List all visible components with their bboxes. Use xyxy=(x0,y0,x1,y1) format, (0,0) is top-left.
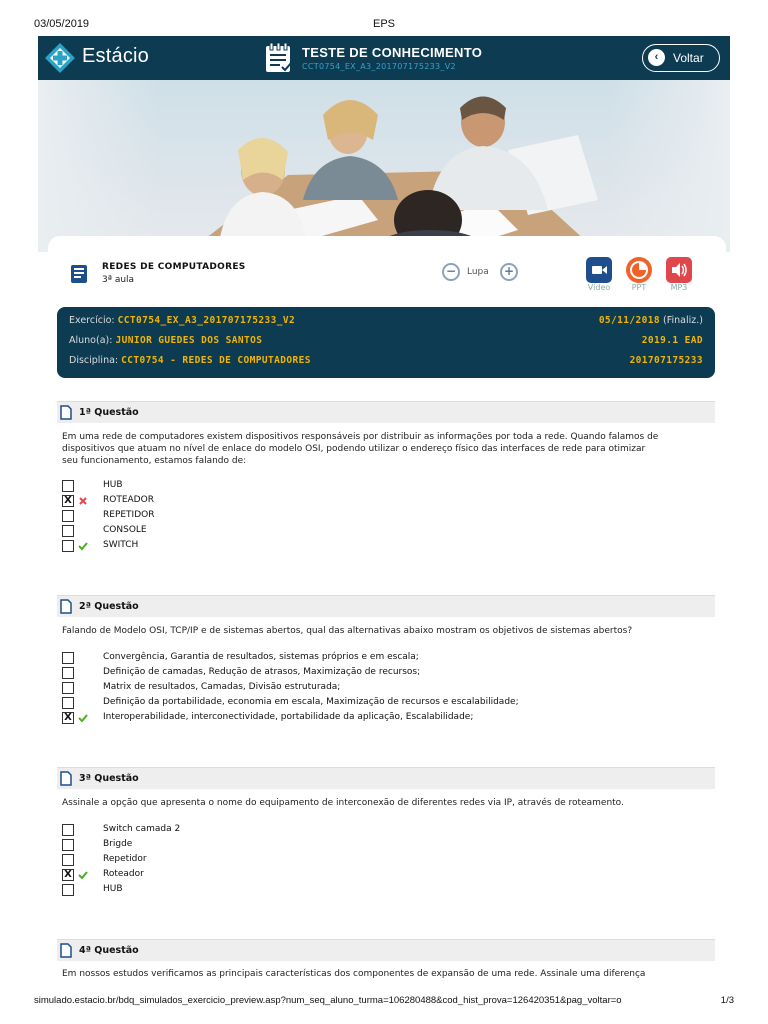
zoom-out-icon[interactable]: − xyxy=(442,263,460,281)
video-icon xyxy=(586,257,612,283)
chevron-left-icon: ‹ xyxy=(648,49,665,66)
back-button-label: Voltar xyxy=(673,51,704,65)
answer-checkbox[interactable] xyxy=(62,697,74,709)
answer-text: Brigde xyxy=(103,839,133,849)
answer-text: Definição de camadas, Redução de atrasos, Maximização de recursos; xyxy=(103,667,421,677)
page-icon xyxy=(60,405,72,420)
answer-option[interactable] xyxy=(62,480,712,494)
zoom-in-icon[interactable]: + xyxy=(500,263,518,281)
answer-text: HUB xyxy=(103,884,123,894)
logo-text: Estácio xyxy=(82,45,149,67)
answer-checkbox[interactable] xyxy=(62,652,74,664)
page-title: TESTE DE CONHECIMENTO xyxy=(302,45,483,60)
zoom-label: Lupa xyxy=(467,267,489,277)
question-text-line: seu funcionamento, estamos falando de: xyxy=(62,456,247,466)
exercise-date-note: (Finaliz.) xyxy=(663,315,703,326)
answer-checkbox[interactable] xyxy=(62,480,74,492)
course-lesson: 3ª aula xyxy=(102,275,135,285)
answer-option[interactable] xyxy=(62,652,712,666)
page-icon xyxy=(60,943,72,958)
answer-option[interactable] xyxy=(62,540,712,554)
audio-icon xyxy=(666,257,692,283)
discipline-label: Disciplina: xyxy=(69,355,119,366)
banner-photo xyxy=(38,80,730,252)
zoom-control xyxy=(442,262,522,284)
ppt-button[interactable] xyxy=(626,257,652,283)
question-title: 4ª Questão xyxy=(79,945,139,956)
answer-option[interactable] xyxy=(62,525,712,539)
exercise-code: CCT0754_EX_A3_201707175233_V2 xyxy=(302,62,456,71)
correct-check-icon xyxy=(77,712,89,724)
print-title: EPS xyxy=(372,18,395,30)
answer-text: Switch camada 2 xyxy=(103,824,181,834)
info-row-exercise xyxy=(69,315,703,329)
page-url: simulado.estacio.br/bdq_simulados_exercicio_preview.asp?num_seq_aluno_turma=106280488&cod_hist_prova=126420351&pag_voltar=o xyxy=(34,995,622,1006)
test-document-icon xyxy=(264,42,294,74)
exercise-value: CCT0754_EX_A3_201707175233_V2 xyxy=(117,315,296,326)
question-title: 3ª Questão xyxy=(79,773,139,784)
answer-text: REPETIDOR xyxy=(103,510,155,520)
answer-text: HUB xyxy=(103,480,123,490)
print-date: 03/05/2019 xyxy=(34,18,90,30)
ppt-icon xyxy=(626,257,652,283)
back-button[interactable] xyxy=(642,44,720,72)
answer-checkbox[interactable] xyxy=(62,667,74,679)
question-header xyxy=(57,939,715,961)
answer-checkbox[interactable]: X xyxy=(62,495,74,507)
video-label: Vídeo xyxy=(587,283,611,292)
answer-text: Matrix de resultados, Camadas, Divisão estruturada; xyxy=(103,682,341,692)
question-title: 2ª Questão xyxy=(79,601,139,612)
discipline-value: CCT0754 - REDES DE COMPUTADORES xyxy=(121,355,311,366)
answer-checkbox[interactable] xyxy=(62,510,74,522)
answer-option[interactable] xyxy=(62,495,712,509)
period-value: 2019.1 EAD xyxy=(641,335,703,346)
answer-option[interactable] xyxy=(62,884,712,898)
estacio-logo-icon xyxy=(44,42,76,74)
answer-text: Convergência, Garantia de resultados, sistemas próprios e em escala; xyxy=(103,652,419,662)
question-text xyxy=(62,431,712,467)
question-text xyxy=(62,625,712,637)
question-text-line: dispositivos que atuam no nível de enlace do modelo OSI, podendo utilizar o endereço físico das interfaces de rede para otimizar xyxy=(62,444,646,454)
answer-checkbox[interactable]: X xyxy=(62,712,74,724)
question-text-line: Assinale a opção que apresenta o nome do equipamento de interconexão de diferentes redes via IP, através de roteamento. xyxy=(62,798,624,808)
student-label: Aluno(a): xyxy=(69,335,113,346)
answer-checkbox[interactable] xyxy=(62,525,74,537)
top-bar xyxy=(38,36,730,80)
question-header xyxy=(57,767,715,789)
answer-checkbox[interactable] xyxy=(62,854,74,866)
print-header xyxy=(0,0,768,36)
answer-option[interactable] xyxy=(62,839,712,853)
exercise-date: 05/11/2018 xyxy=(598,315,661,326)
answer-checkbox[interactable]: X xyxy=(62,869,74,881)
video-button[interactable] xyxy=(586,257,612,283)
info-row-discipline xyxy=(69,355,703,369)
answer-checkbox[interactable] xyxy=(62,682,74,694)
correct-check-icon xyxy=(77,540,89,552)
answer-checkbox[interactable] xyxy=(62,540,74,552)
answer-option[interactable] xyxy=(62,667,712,681)
answer-option[interactable] xyxy=(62,712,712,726)
correct-check-icon xyxy=(77,869,89,881)
question-text-line: Falando de Modelo OSI, TCP/IP e de sistemas abertos, qual das alternativas abaixo mostram os objetivos de sistemas abertos? xyxy=(62,626,633,636)
question-header xyxy=(57,595,715,617)
course-panel xyxy=(48,236,726,296)
answer-checkbox[interactable] xyxy=(62,824,74,836)
info-row-student xyxy=(69,335,703,349)
wrong-x-icon xyxy=(77,495,89,507)
course-name: REDES DE COMPUTADORES xyxy=(102,262,246,272)
answer-text: Repetidor xyxy=(103,854,147,864)
answer-text: ROTEADOR xyxy=(103,495,154,505)
mp3-label: MP3 xyxy=(670,283,688,292)
print-footer xyxy=(0,992,768,1008)
answer-text: SWITCH xyxy=(103,540,139,550)
answer-option[interactable] xyxy=(62,824,712,838)
ppt-label: PPT xyxy=(631,283,647,292)
answer-text: CONSOLE xyxy=(103,525,147,535)
exercise-label: Exercício: xyxy=(69,315,115,326)
student-value: JUNIOR GUEDES DOS SANTOS xyxy=(115,335,263,346)
answer-text: Roteador xyxy=(103,869,144,879)
answer-option[interactable] xyxy=(62,869,712,883)
question-title: 1ª Questão xyxy=(79,407,139,418)
answer-option[interactable] xyxy=(62,682,712,696)
student-id-value: 201707175233 xyxy=(629,355,703,366)
answer-option[interactable] xyxy=(62,854,712,868)
exercise-info-box xyxy=(57,307,715,378)
question-text-line: Em nossos estudos verificamos as principais características dos componentes de expansão de uma rede. Assinale uma diferença xyxy=(62,969,646,979)
question-text-line: Em uma rede de computadores existem dispositivos responsáveis por distribuir as informações por toda a rede. Quando falamos de xyxy=(62,432,659,442)
answer-text: Interoperabilidade, interconectividade, portabilidade da aplicação, Escalabilidade; xyxy=(103,712,474,722)
question-text xyxy=(62,968,712,980)
course-book-icon xyxy=(70,264,88,284)
question-text xyxy=(62,797,712,809)
page-icon xyxy=(60,599,72,614)
page-icon xyxy=(60,771,72,786)
answer-option[interactable] xyxy=(62,510,712,524)
answer-checkbox[interactable] xyxy=(62,884,74,896)
answer-checkbox[interactable] xyxy=(62,839,74,851)
answer-option[interactable] xyxy=(62,697,712,711)
answer-text: Definição da portabilidade, economia em escala, Maximização de recursos e escalabilidade; xyxy=(103,697,519,707)
mp3-button[interactable] xyxy=(666,257,692,283)
question-header xyxy=(57,401,715,423)
page-number: 1/3 xyxy=(720,995,734,1006)
people-meeting-illustration xyxy=(38,80,730,252)
